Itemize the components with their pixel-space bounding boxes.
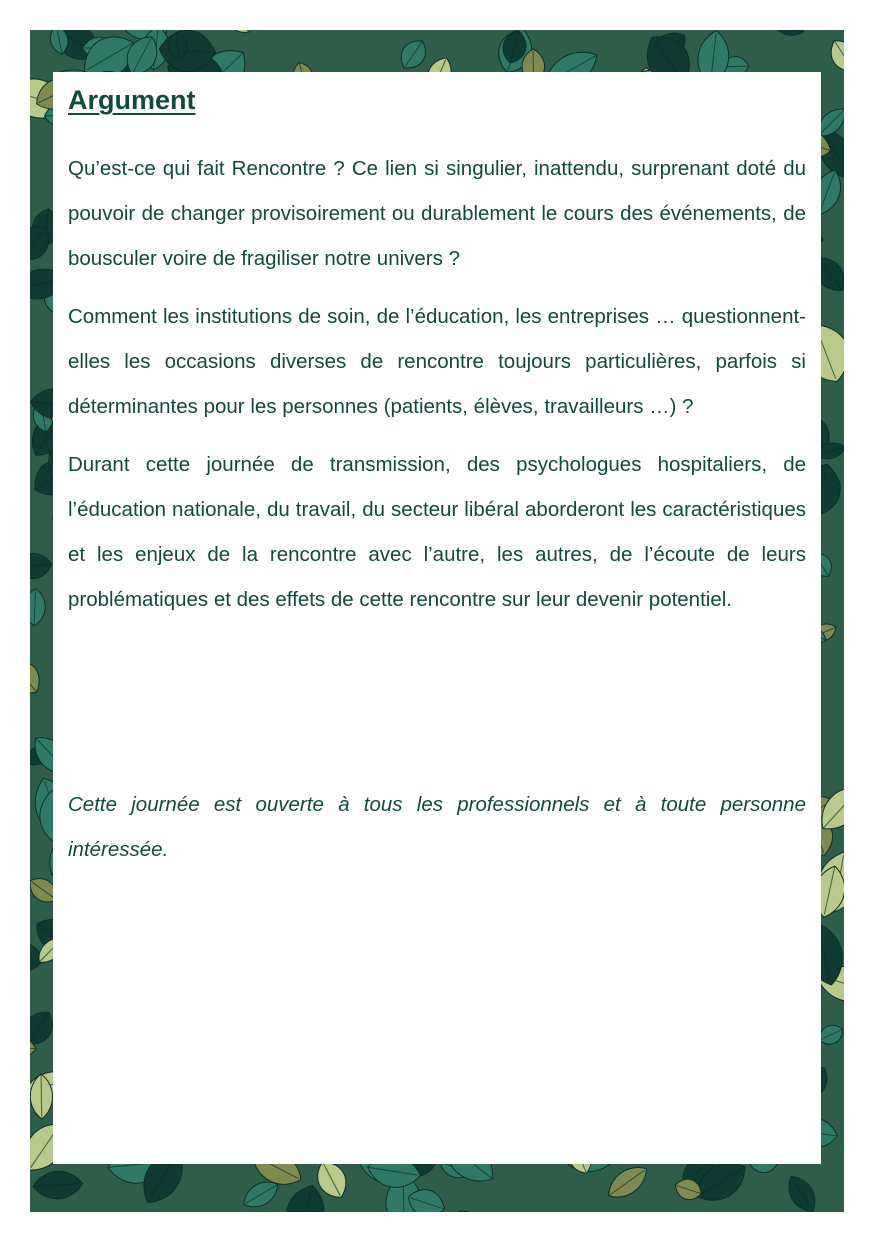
page-title: Argument: [68, 85, 196, 115]
paragraph-2: Comment les institutions de soin, de l’éducation, les entreprises … questionnent-elles les occasions diverses de rencontre toujours particulières, parfois si déterminantes pour les personnes (patients, élèves, travailleurs …) ?: [68, 305, 806, 418]
content-panel: [53, 72, 821, 1164]
paragraph-3: Durant cette journée de transmission, des psychologues hospitaliers, de l’éducation nationale, du travail, du secteur libéral aborderont les caractéristiques et les enjeux de la rencontre avec l’autre, les autres, de l’écoute de leurs problématiques et des effets de cette rencontre sur leur devenir potentiel.: [68, 453, 806, 611]
audience-note: Cette journée est ouverte à tous les professionnels et à toute personne intéressée.: [68, 793, 806, 861]
body-text: [68, 146, 806, 635]
paragraph-1: Qu’est-ce qui fait Rencontre ? Ce lien si singulier, inattendu, surprenant doté du pouvoir de changer provisoirement ou durablement le cours des événements, de bousculer voire de fragiliser notre univers ?: [68, 157, 806, 270]
